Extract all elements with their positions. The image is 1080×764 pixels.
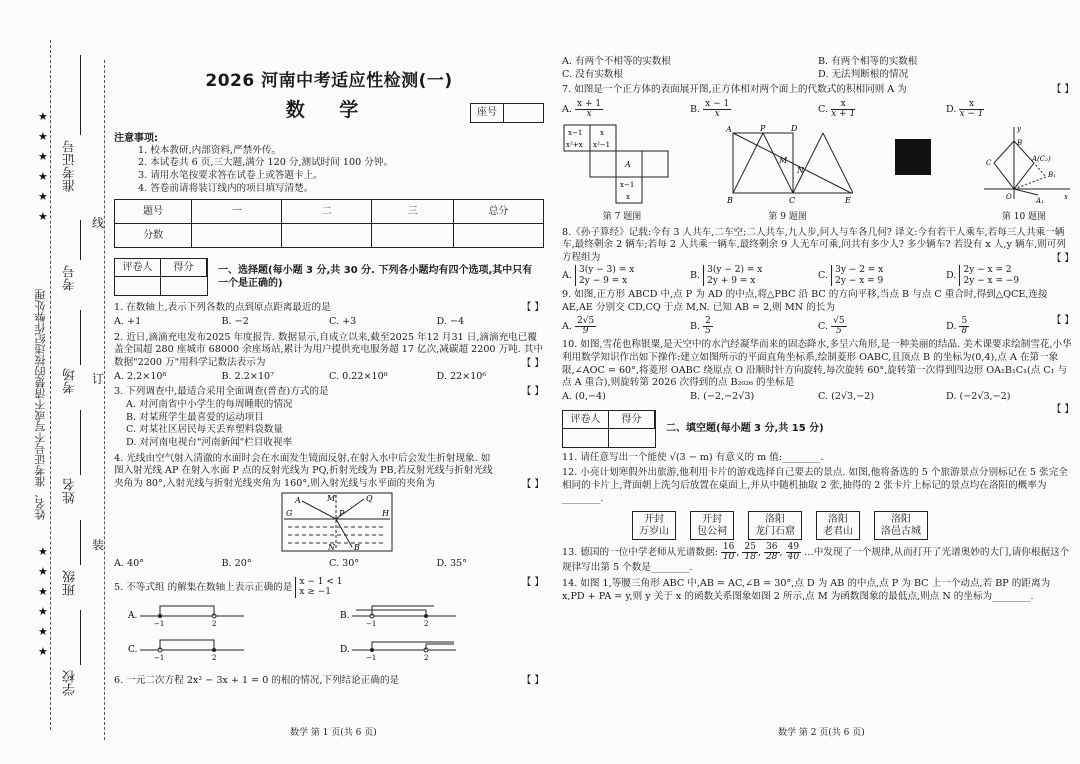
option[interactable]: D. 无法判断根的情况	[818, 68, 909, 80]
note-item: 4. 答卷前请将装订线内的项目填写清楚。	[138, 182, 314, 194]
q7-stem: 7. 如图是一个正方体的表面展开图,正方体相对两个面上的代数式的积相同则 A 为	[562, 84, 907, 96]
star-icon: ★	[38, 190, 48, 203]
option[interactable]: D. $\frac{x}{x - 1}$	[946, 98, 984, 119]
score-cell[interactable]	[192, 224, 282, 248]
question-2	[114, 332, 544, 384]
q2-stem: 2. 近日,滴滴充电发布2025 年度报告. 数据显示,自成立以来,截至2025 年12 月31 日,滴滴充电已覆盖全国超 280 座城市 68000 余座场站,累计为用户提供充电服务超 17 亿次,减碳超 2200 万吨. 其中数据"2200 万"用科学记数法表示为	[114, 331, 544, 368]
option[interactable]: A. $\frac{x + 1}{x}$	[562, 98, 602, 119]
spectrum-fraction: $\frac{25}{18}$	[744, 542, 756, 563]
field-exam-number-line[interactable]	[80, 55, 81, 135]
inequality-system	[295, 577, 342, 598]
score-header: 三	[372, 200, 454, 224]
star-icon: ★	[38, 130, 48, 143]
option[interactable]: C. +3	[329, 315, 357, 327]
reviewer-label: 评卷人	[563, 411, 609, 429]
q5-stem: 5. 不等式组 的解集在数轴上表示正确的是	[114, 581, 293, 593]
tick-label: 2	[424, 653, 429, 662]
q10-options	[562, 391, 1074, 404]
rhombus-figure	[974, 123, 1074, 205]
fig-label: B	[1016, 138, 1023, 147]
option[interactable]: A. 40°	[114, 558, 145, 570]
score-header: 一	[192, 200, 282, 224]
net-cell: A	[625, 159, 631, 169]
field-name-line[interactable]	[80, 410, 81, 475]
net-cell: x	[600, 128, 604, 137]
field-seat-number: 考号	[63, 265, 78, 291]
score-cell[interactable]	[282, 224, 372, 248]
field-exam-number: 准考证号	[63, 140, 78, 192]
tick-label: 2	[424, 619, 429, 628]
field-exam-room: 考场	[63, 368, 78, 394]
fig-label: x	[1063, 192, 1068, 201]
note-item: 2. 本试卷共 6 页,三大题,满分 120 分,测试时间 100 分钟。	[138, 157, 394, 169]
q6-options	[562, 56, 1074, 81]
tick-label: 2	[212, 653, 217, 662]
cut-mark-pack: 装	[92, 538, 105, 552]
inequality: x ≥ −1	[299, 587, 332, 598]
fig-label: P	[759, 123, 766, 133]
tick-label: −1	[154, 653, 165, 662]
fig-label: H	[382, 508, 389, 518]
option[interactable]: C. (2√3,−2)	[818, 391, 875, 403]
option[interactable]: A. 有两个不相等的实数根	[562, 56, 671, 67]
scenic-card[interactable]: 洛阳 洛邑古城	[874, 511, 928, 540]
note-item: 1. 校本教研,内部资料,严禁外传。	[138, 144, 282, 156]
answer-bracket[interactable]: 【 】	[521, 302, 544, 314]
question-11[interactable]: 11. 请任意写出一个能使 √(3 − m) 有意义的 m 值:________.	[562, 451, 824, 463]
fig7	[562, 123, 682, 224]
option[interactable]: B. −2	[221, 315, 249, 327]
field-class: 班级	[63, 570, 78, 596]
option[interactable]: B. $\frac{x - 1}{x}$	[690, 98, 730, 119]
star-icon: ★	[38, 565, 48, 578]
option[interactable]: C. 0.22×10⁸	[329, 370, 388, 382]
question-14[interactable]: 14. 如图 1,等腰三角形 ABC 中,AB = AC,∠B = 30°,点 D 为 AB 的中点,点 P 为 BC 上一个动点,若 BP 的距离为 x,PD + PA = y,则 y 关于 x 的函数关系图象如图 2 所示,点 M 为函数图象的最低点,则点 N 的坐标为________.	[562, 578, 1051, 602]
gutter-dash-line	[50, 40, 51, 730]
option[interactable]: B. 对某班学生最喜爱的运动项目	[126, 411, 264, 423]
scenic-card[interactable]: 洛阳 老君山	[816, 511, 860, 540]
note-item: 3. 请用水笔按要求答在试卷上或答题卡上。	[138, 170, 323, 182]
fig-label: B	[726, 195, 733, 205]
fig-label: M	[327, 493, 336, 503]
score-header: 总分	[453, 200, 543, 224]
option[interactable]: D. −4	[436, 315, 465, 327]
fig-label: N	[796, 165, 804, 175]
q3-stem: 3. 下列调查中,最适合采用全面调查(普查)方式的是	[114, 386, 329, 398]
star-icon: ★	[38, 150, 48, 163]
q4-options	[114, 558, 544, 571]
tick-label: −1	[366, 653, 377, 662]
option[interactable]: C. $\frac{x}{x + 1}$	[818, 98, 856, 119]
answer-bracket[interactable]: 【 】	[1051, 84, 1074, 96]
q4-figure	[114, 491, 544, 553]
option[interactable]: C. 30°	[329, 558, 360, 570]
fig-label: C	[985, 158, 992, 167]
exam-page-2	[548, 0, 1080, 764]
numberline-option-b[interactable]	[340, 606, 456, 628]
star-icon: ★	[38, 170, 48, 183]
notes	[114, 132, 544, 196]
q8-options	[562, 265, 1074, 286]
net-cell: x−1	[568, 128, 583, 137]
square-figure	[723, 123, 853, 205]
q2-options	[114, 371, 544, 384]
net-cell: x	[626, 192, 630, 201]
option[interactable]: A. 3(y − 3) = x 2y − 9 = x	[562, 265, 635, 286]
tick-label: 2	[212, 619, 217, 628]
page2-footer: 数学 第 2 页(共 6 页)	[778, 728, 865, 739]
scenic-card[interactable]: 洛阳 龙门石窟	[748, 511, 802, 540]
fig-label: y	[1016, 124, 1021, 133]
question-5	[114, 577, 544, 672]
exam-title: 2026 河南中考适应性检测(一)	[205, 71, 453, 91]
question-7	[562, 84, 1074, 119]
field-school-line[interactable]	[80, 610, 81, 665]
option[interactable]: B. $\frac{2}{5}$	[690, 316, 711, 337]
score-table	[114, 199, 544, 248]
net-cell: x²+x	[566, 140, 583, 149]
answer-bracket[interactable]: 【 】	[1051, 315, 1074, 327]
cube-net	[562, 123, 682, 205]
score-row-label: 分数	[115, 224, 192, 248]
star-icon: ★	[38, 605, 48, 618]
scenic-card[interactable]: 开封 万岁山	[632, 511, 676, 540]
field-name: 姓名	[63, 478, 78, 504]
numberline-option-a[interactable]	[127, 606, 244, 628]
option[interactable]: A. 2.2×10⁸	[114, 370, 167, 382]
q6-stem: 6. 一元二次方程 2x² − 3x + 1 = 0 的根的情况,下列结论正确的是	[114, 675, 400, 687]
answer-bracket[interactable]: 【 】	[1051, 404, 1074, 416]
fig-label: E	[844, 195, 851, 205]
score-input[interactable]	[609, 429, 655, 447]
option[interactable]: A. 对河南省中小学生的每周睡眠的情况	[126, 398, 293, 410]
option[interactable]: D. (−2√3,−2)	[946, 391, 1011, 403]
fig-label: G	[286, 508, 293, 518]
fig-label: O	[1005, 192, 1012, 201]
notes-heading: 注意事项:	[114, 132, 158, 144]
fig-label: B₁	[1047, 170, 1056, 179]
answer-bracket[interactable]: 【 】	[521, 357, 544, 369]
option-label: C.	[128, 644, 138, 655]
score-header: 二	[282, 200, 372, 224]
incident-ray	[302, 501, 336, 519]
q8-stem: 8.《孙子算经》记载:今有 3 人共车,二车空;二人共车,九人步,问人与车各几何? 译文:今有若干人乘车,若每三人共乘一辆车,最终剩余 2 辆车;若每 2 人共乘一辆车,最终剩余 9 人无车可乘,问共有多少人? 多少辆车? 若设有 x 人,y 辆车,则可列方程组为	[562, 226, 1066, 263]
option[interactable]: D. 22×10⁶	[436, 370, 487, 382]
field-seat-number-line[interactable]	[80, 220, 81, 260]
scenic-cards	[632, 511, 1074, 540]
cut-line	[104, 60, 105, 740]
cut-mark-bind: 订	[92, 372, 105, 386]
fig9	[723, 123, 853, 224]
score-label: 得分	[609, 411, 655, 429]
seat-input[interactable]	[503, 104, 543, 122]
page1-footer: 数学 第 1 页(共 6 页)	[290, 728, 377, 739]
page2-content	[562, 56, 1074, 603]
net-cell: x−1	[620, 180, 635, 189]
answer-bracket[interactable]: 【 】	[521, 675, 544, 687]
field-exam-room-line[interactable]	[80, 310, 81, 365]
option[interactable]: A. +1	[114, 315, 142, 327]
q4-stem: 4. 光线由空气射入清澈的水面时会在水面发生镜面反射,在射入水中后会发生折射现象. 如图入射光线 AP 在射入水面 P 点的反射光线为 PQ,折射光线为 PB,若反射光线与折射光线夹角为 80°,入射光线与折射光线夹角为 160°,则入射光线与水平面的夹角为	[114, 452, 493, 489]
net-cell: x²−1	[593, 140, 611, 149]
field-class-line[interactable]	[80, 520, 81, 565]
score-cell[interactable]	[453, 224, 543, 248]
option[interactable]: B. 2.2×10⁷	[221, 370, 274, 382]
fig-label: D	[790, 123, 798, 133]
fig-label: B	[354, 542, 360, 552]
option[interactable]: C. 3y − 2 = x 2y − x = 9	[818, 265, 884, 286]
fig10	[974, 123, 1074, 224]
spectrum-fraction: $\frac{36}{28}$	[766, 542, 778, 563]
gutter-warning: 姓名、准考证号不写或不清楚的按违纪作弊处理	[34, 289, 47, 520]
spectrum-fraction: $\frac{16}{10}$	[722, 542, 735, 563]
option[interactable]: C. 没有实数根	[562, 68, 624, 80]
fig-label: A(C₂)	[1031, 154, 1051, 163]
reviewer-label: 评卷人	[115, 259, 161, 277]
question-10	[562, 339, 1074, 416]
fig-label: A	[295, 495, 301, 505]
star-icon: ★	[38, 210, 48, 223]
fig-label: A	[725, 124, 732, 134]
option[interactable]: C. $\frac{√5}{5}$	[818, 316, 845, 337]
grader-box	[114, 258, 208, 296]
fig-label: A₁	[1035, 196, 1044, 205]
option[interactable]: B. 3(y − 2) = x 2y + 9 = x	[690, 265, 763, 286]
fig-label: P	[339, 508, 345, 518]
field-school: 学校	[63, 670, 78, 696]
numberline-option-c[interactable]	[128, 640, 244, 662]
q1-options	[114, 316, 544, 329]
q3-options	[114, 399, 544, 450]
binding-gutter	[0, 0, 112, 764]
q1-stem: 1. 在数轴上,表示下列各数的点到原点距离最近的是	[114, 302, 331, 314]
option[interactable]: D. $\frac{5}{8}$	[946, 316, 968, 337]
option[interactable]: D. 对河南电视台"河南新闻"栏目收视率	[126, 436, 293, 448]
score-label: 得分	[161, 259, 207, 277]
seat-number-box	[470, 103, 544, 123]
section2-title: 二、填空题(每小题 3 分,共 15 分)	[666, 423, 824, 435]
page1-content	[114, 70, 544, 688]
q7-options	[562, 100, 1074, 119]
option-label: B.	[340, 610, 350, 621]
option[interactable]: C. 对某社区居民每天丢弃塑料袋数量	[126, 424, 284, 436]
fig-label: C	[788, 195, 795, 205]
section1-header	[114, 258, 544, 296]
numberline-option-d[interactable]	[340, 642, 456, 662]
answer-bracket[interactable]: 【 】	[521, 386, 544, 398]
score-input[interactable]	[161, 277, 207, 295]
grader-box	[562, 410, 656, 448]
cut-mark-line: 线	[92, 216, 105, 230]
question-6	[114, 675, 544, 688]
question-3	[114, 386, 544, 449]
figure-row	[562, 123, 1074, 224]
tick-label: −1	[154, 619, 165, 628]
star-icon: ★	[38, 645, 48, 658]
tick-label: −1	[366, 619, 377, 628]
star-icon: ★	[38, 625, 48, 638]
question-13[interactable]: 13. 德国的一位中学老师从光谱数据: $\frac{16}{10}$, $\frac{25}{18}$, $\frac{36}{28}$, $\frac{49}{40}$ …中发现了一个规律,从而打开了光谱奥妙的大门,请你根据这个规律写出第 5 个数是________.	[562, 542, 1070, 574]
scenic-card[interactable]: 开封 包公祠	[690, 511, 734, 540]
q5-number-lines	[114, 598, 544, 668]
spectrum-fraction: $\frac{49}{40}$	[787, 542, 800, 563]
answer-bracket[interactable]: 【 】	[1051, 252, 1074, 264]
option[interactable]: D. 35°	[436, 558, 467, 570]
option[interactable]: B. 20°	[221, 558, 252, 570]
question-12[interactable]: 12. 小亮计划寒假外出旅游,他利用卡片的游戏选择自己要去的景点. 如图,他将备选的 5 个旅游景点分别标记在 5 张完全相同的卡片上,背面朝上洗匀后放置在桌面上,并从中随机抽取 2 张,抽得的 2 张卡片上标记的景点均在洛阳的概率为________.	[562, 467, 1068, 504]
fig-caption: 第 9 题图	[768, 211, 807, 222]
star-icon: ★	[38, 585, 48, 598]
q10-stem: 10. 如图,雪花也称银粟,是天空中的水汽经凝华而来的固态降水,多呈六角形,是一种美丽的结晶. 美术课要求绘制雪花,小华利用数学知识作出如下操作:建立如图所示的平面直角坐标系,绘制菱形 OABC,且顶点 B 的坐标为(0,4),点 A 在第一象限,∠AOC = 60°,将菱形 OABC 绕原点 O 沿顺时针方向旋转,每次旋转 60°,旋转第一次得到四边形 OA₁B₁C₁(点 C₁ 与点 A 重合),则旋转第 2026 次得到的点 B₂₀₂₆ 的坐标是	[562, 339, 1072, 389]
snowflake-image	[893, 137, 933, 224]
fig-label: Q	[366, 493, 373, 503]
q9-options	[562, 317, 1074, 336]
section2-header	[562, 410, 1074, 448]
option[interactable]: B. (−2,−2√3)	[690, 391, 755, 403]
question-8	[562, 227, 1074, 287]
fig-label: M	[778, 155, 787, 165]
score-cell[interactable]	[372, 224, 454, 248]
question-1	[114, 302, 544, 328]
option-label: D.	[340, 644, 350, 655]
question-4	[114, 453, 544, 571]
q9-stem: 9. 如图,正方形 ABCD 中,点 P 为 AD 的中点,将△PBC 沿 BC 的方向平移,当点 B 与点 C 重合时,得到△QCE,连接 AE,AE 分别交 CD,CQ 于点 M,N. 已知 AB = 2,则 MN 的长为	[562, 289, 1048, 313]
star-icon: ★	[38, 545, 48, 558]
seat-label: 座号	[477, 107, 497, 118]
reviewer-input[interactable]	[563, 429, 609, 447]
q5-stem-row	[114, 577, 544, 598]
star-icon: ★	[38, 110, 48, 123]
q13-end: …中发现了一个规律,从而打开了光谱奥妙的大门,请你根据这个规律写出第 5 个数是________.	[562, 547, 1070, 574]
answer-bracket[interactable]: 【 】	[521, 576, 544, 588]
q13-start: 13. 德国的一位中学老师从光谱数据:	[562, 547, 718, 559]
option-label: A.	[128, 610, 138, 621]
fig-caption: 第 10 题图	[1001, 211, 1047, 222]
question-9	[562, 289, 1074, 336]
reviewer-input[interactable]	[115, 277, 161, 295]
option[interactable]: A. (0,−4)	[562, 391, 606, 403]
section1-title: 一、选择题(每小题 3 分,共 30 分. 下列各小题均有四个选项,其中只有一个是正确的)	[218, 265, 533, 290]
score-header: 题号	[115, 200, 192, 224]
option[interactable]: A. $\frac{2√5}{9}$	[562, 316, 595, 337]
option[interactable]: B. 有两个相等的实数根	[818, 56, 918, 67]
answer-bracket[interactable]: 【 】	[521, 478, 544, 490]
inequality: x − 1 < 1	[299, 576, 343, 587]
exam-subject: 数 学	[285, 99, 373, 122]
fig-caption: 第 7 题图	[602, 211, 642, 222]
fig-label: N	[328, 542, 335, 552]
option[interactable]: D. 2y − x = 2 2y − x = −9	[946, 265, 1020, 286]
